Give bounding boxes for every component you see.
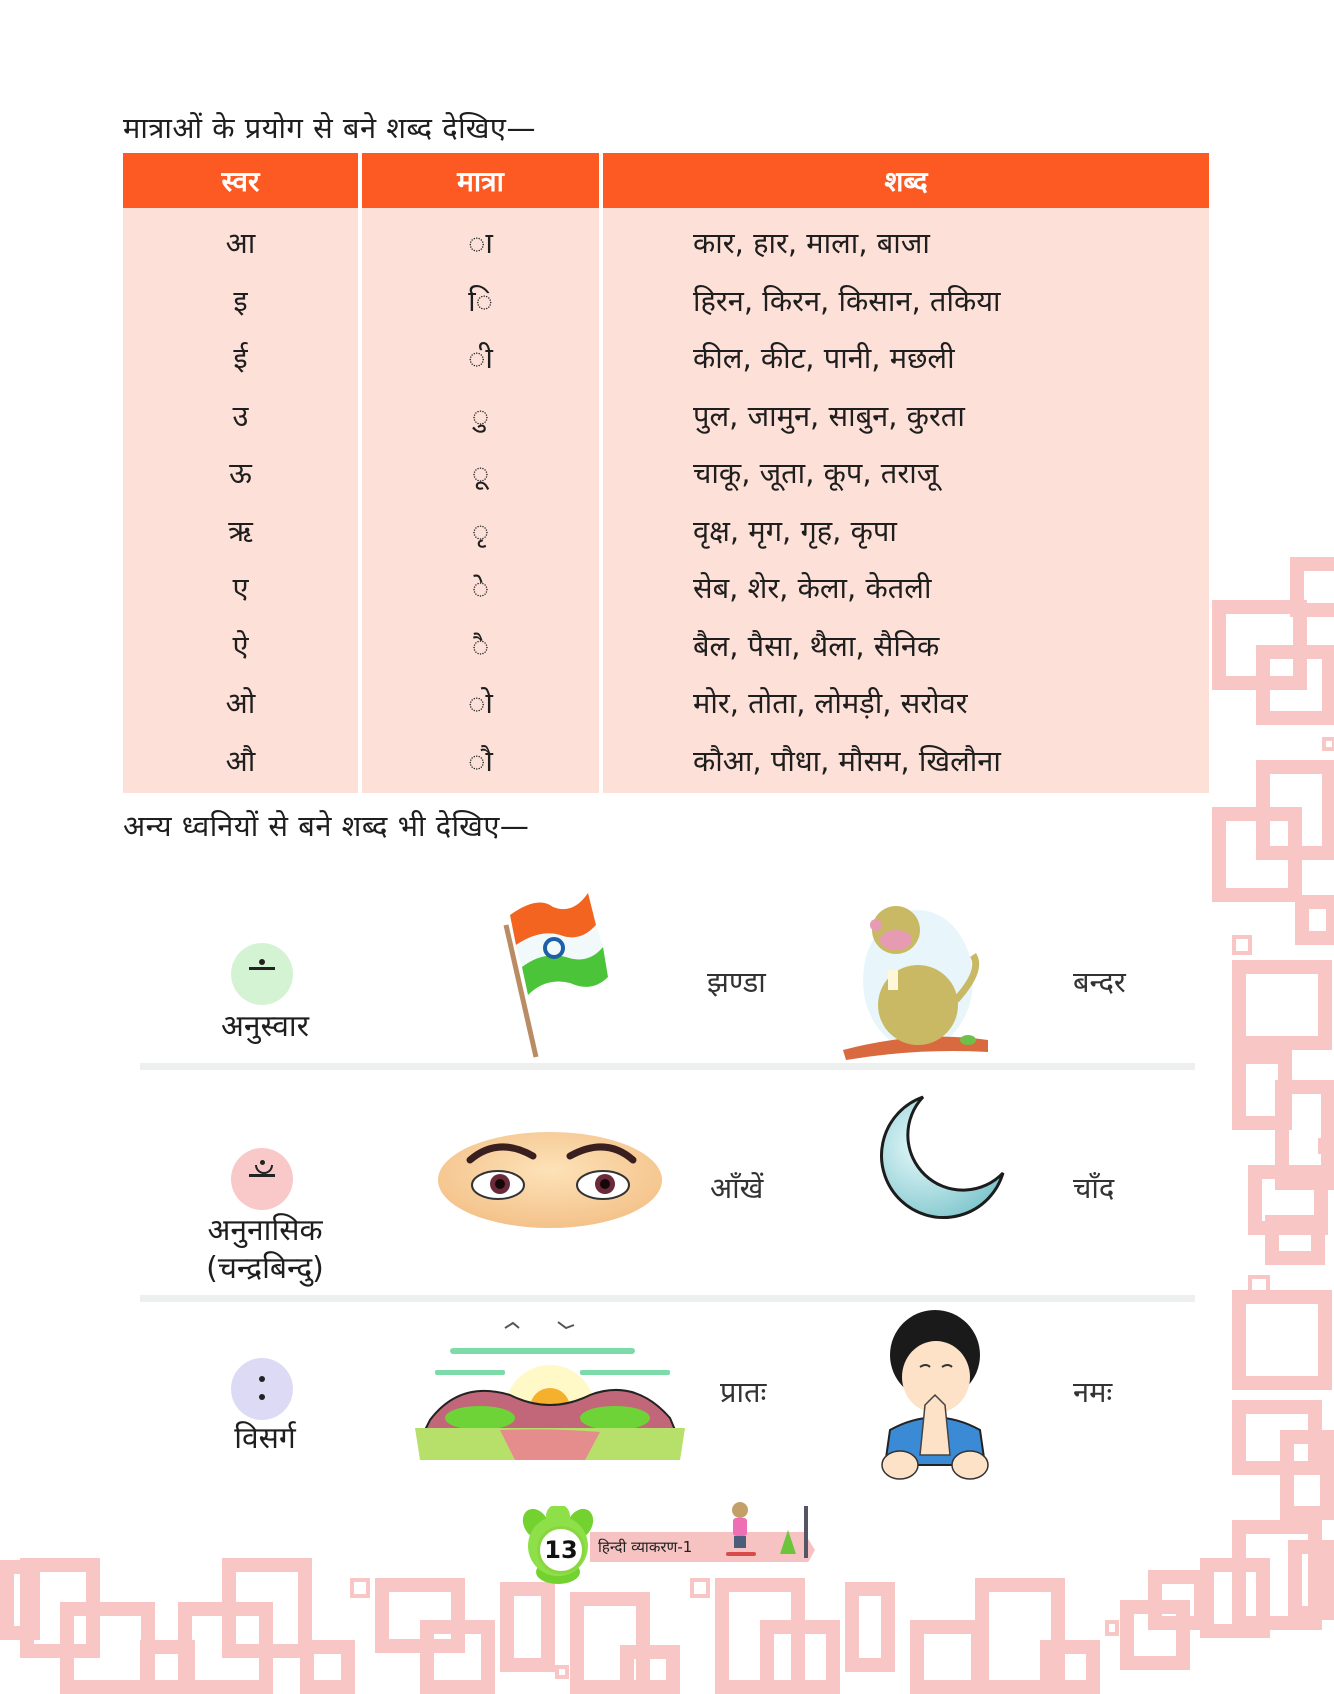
word-bandar: बन्दर — [1073, 965, 1126, 999]
swar-cell: औ — [225, 743, 256, 778]
visarg-symbol — [258, 1376, 266, 1402]
indian-flag-illustration — [488, 885, 618, 1060]
words-cell: सेब, शेर, केला, केतली — [693, 571, 932, 606]
swar-cell: उ — [232, 398, 249, 433]
section-divider — [140, 1295, 1195, 1302]
anusvar-label: अनुस्वार — [221, 1009, 309, 1044]
words-cell: मोर, तोता, लोमड़ी, सरोवर — [693, 686, 968, 721]
words-cell: कौआ, पौधा, मौसम, खिलौना — [693, 743, 1001, 778]
column-header-shabd: शब्द — [603, 153, 1209, 208]
skating-girl-illustration — [720, 1500, 815, 1562]
chandrabindu-symbol — [249, 1174, 275, 1177]
anunasik-label-line-2: (चन्द्रबिन्दु) — [206, 1251, 324, 1286]
matra-cell: ौ — [468, 743, 493, 778]
words-cell: पुल, जामुन, साबुन, कुरता — [693, 398, 965, 433]
column-header-swar: स्वर — [123, 153, 358, 208]
matra-cell: ा — [468, 226, 493, 261]
swar-cell: ऊ — [229, 456, 252, 491]
eyes-illustration — [438, 1130, 663, 1230]
matra-cell: ि — [468, 283, 493, 318]
crescent-moon-illustration — [865, 1095, 1010, 1230]
matra-cell: ू — [471, 456, 490, 491]
column-swar — [123, 208, 358, 793]
book-title: हिन्दी व्याकरण-1 — [598, 1538, 693, 1556]
words-cell: बैल, पैसा, थैला, सैनिक — [693, 628, 940, 663]
matra-cell: े — [471, 571, 490, 606]
section-divider — [140, 1063, 1195, 1070]
words-cell: चाकू, जूता, कूप, तराजू — [693, 456, 939, 491]
swar-cell: ऋ — [228, 513, 253, 548]
swar-cell: ई — [233, 341, 248, 376]
swar-cell: ऐ — [232, 628, 249, 663]
word-praatah: प्रातः — [720, 1375, 767, 1409]
anusvar-symbol — [249, 967, 275, 970]
boy-namaste-illustration — [880, 1305, 990, 1485]
word-jhanda: झण्डा — [707, 965, 766, 999]
words-cell: हिरन, किरन, किसान, तकिया — [693, 283, 1001, 318]
anunasik-label-line-1: अनुनासिक — [207, 1213, 323, 1248]
word-aankhen: आँखें — [710, 1171, 764, 1205]
table-header-row — [123, 153, 1209, 208]
swar-cell: ए — [232, 571, 249, 606]
table-body — [123, 208, 1209, 793]
column-shabd — [603, 208, 1209, 793]
matra-cell: ै — [471, 628, 490, 663]
section-heading-matra: मात्राओं के प्रयोग से बने शब्द देखिए— — [123, 111, 536, 145]
swar-cell: ओ — [225, 686, 256, 721]
words-cell: वृक्ष, मृग, गृह, कृपा — [693, 513, 897, 548]
anunasik-symbol-badge — [231, 1148, 293, 1210]
visarg-label: विसर्ग — [234, 1421, 296, 1456]
matra-cell: ी — [468, 341, 493, 376]
words-cell: कार, हार, माला, बाजा — [693, 226, 930, 261]
column-header-matra: मात्रा — [362, 153, 599, 208]
anusvar-symbol-badge — [231, 943, 293, 1005]
matra-cell: ु — [471, 398, 490, 433]
section-heading-other-sounds: अन्य ध्वनियों से बने शब्द भी देखिए— — [123, 809, 530, 843]
column-matra — [362, 208, 599, 793]
visarg-symbol-badge — [231, 1358, 293, 1420]
matra-table — [123, 153, 1209, 793]
anunasik-label — [170, 1212, 360, 1288]
matra-cell: ृ — [471, 513, 490, 548]
matra-cell: ो — [468, 686, 493, 721]
word-chaand: चाँद — [1073, 1171, 1115, 1205]
page-number: 13 — [537, 1526, 585, 1574]
sunrise-landscape-illustration — [410, 1310, 690, 1470]
monkey-illustration — [838, 890, 998, 1060]
swar-cell: आ — [225, 226, 256, 261]
words-cell: कील, कीट, पानी, मछली — [693, 341, 955, 376]
swar-cell: इ — [233, 283, 248, 318]
word-namah: नमः — [1073, 1375, 1113, 1409]
